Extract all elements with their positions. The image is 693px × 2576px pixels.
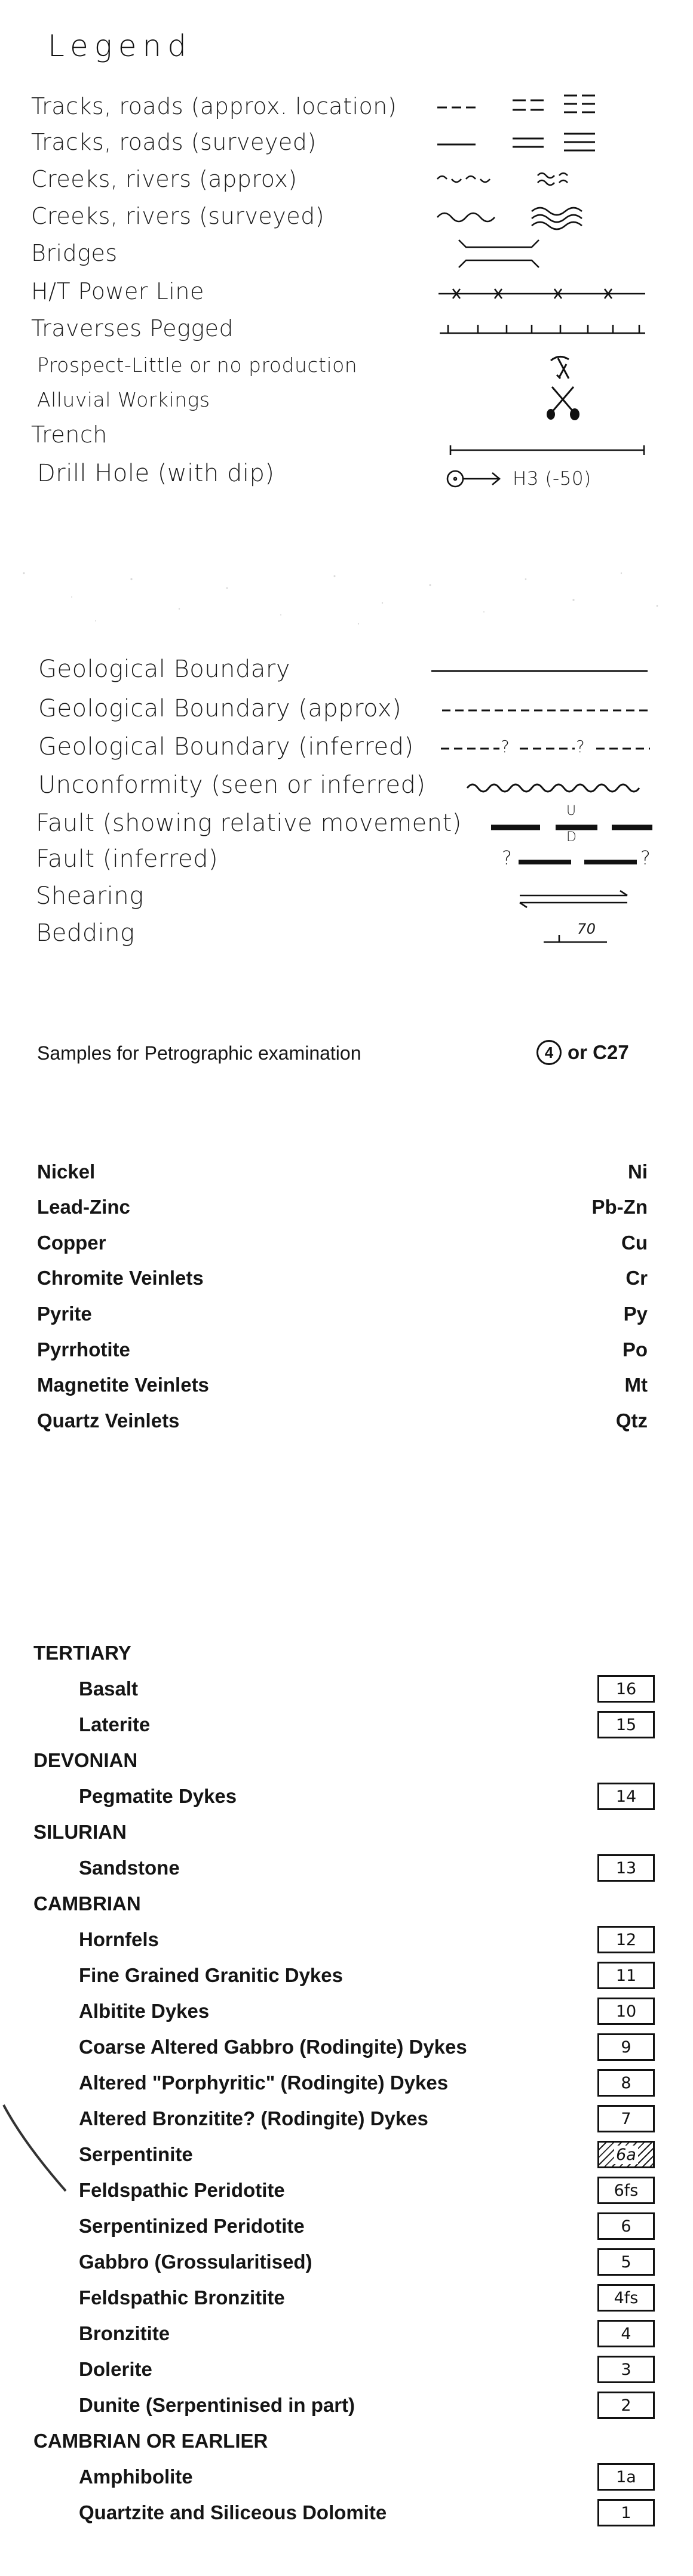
mineral-name: Quartz Veinlets xyxy=(37,1409,180,1432)
geo-label-bedding: Bedding xyxy=(36,919,135,947)
mineral-symbol: Cu xyxy=(621,1232,648,1254)
unit-label: Dolerite xyxy=(79,2358,152,2380)
unit-code: 12 xyxy=(615,1930,637,1949)
inferred-fault-icon xyxy=(514,852,645,870)
period-heading: SILURIAN xyxy=(33,1821,127,1843)
unit-code: 16 xyxy=(615,1679,637,1698)
inferred-boundary-question-2: ? xyxy=(576,737,585,756)
period-heading: CAMBRIAN xyxy=(33,1892,141,1915)
bridge-icon xyxy=(454,234,562,276)
fault-up-label: U xyxy=(566,804,577,818)
symbol-label-trench: Trench xyxy=(31,421,108,448)
unit-code-box xyxy=(597,2356,655,2383)
unit-label: Amphibolite xyxy=(79,2466,193,2488)
mineral-symbol: Qtz xyxy=(615,1409,648,1432)
unit-code-box xyxy=(597,2177,655,2204)
unit-label: Serpentinized Peridotite xyxy=(79,2215,305,2237)
wavy-creek-icon xyxy=(436,202,639,232)
unit-code-box xyxy=(597,2463,655,2491)
unit-code: 5 xyxy=(621,2252,631,2272)
symbol-label-alluvial: Alluvial Workings xyxy=(37,388,210,411)
unit-code: 1 xyxy=(621,2503,631,2522)
unit-code: 10 xyxy=(615,2002,637,2021)
inferred-fault-question-right: ? xyxy=(640,847,651,869)
drill-hole-icon xyxy=(444,467,504,491)
unconformity-icon xyxy=(466,778,657,796)
unit-code-box xyxy=(597,1783,655,1810)
geo-label-shearing: Shearing xyxy=(36,882,144,910)
unit-code-box xyxy=(597,1998,655,2025)
geo-label-unconformity: Unconformity (seen or inferred) xyxy=(38,771,426,799)
mineral-symbol: Mt xyxy=(624,1374,648,1396)
unit-code-box xyxy=(597,2320,655,2347)
period-heading: DEVONIAN xyxy=(33,1749,138,1771)
solid-boundary-icon xyxy=(430,665,651,677)
symbol-label-tracks-surveyed: Tracks, roads (surveyed) xyxy=(31,129,317,155)
geo-label-fault-inferred: Fault (inferred) xyxy=(36,845,219,873)
mineral-name: Pyrrhotite xyxy=(37,1338,130,1361)
unit-label: Hornfels xyxy=(79,1928,159,1950)
unit-code-box xyxy=(597,2499,655,2526)
mineral-name: Pyrite xyxy=(37,1303,92,1325)
bedding-dip-label: 70 xyxy=(577,921,596,937)
unit-code: 15 xyxy=(615,1715,637,1734)
mineral-symbol: Py xyxy=(623,1303,648,1325)
margin-pencil-stroke xyxy=(0,2101,90,2203)
inferred-boundary-question-1: ? xyxy=(501,737,510,756)
symbol-label-prospect: Prospect-Little or no production xyxy=(37,353,358,377)
unit-code-box xyxy=(597,2033,655,2061)
mineral-symbol: Ni xyxy=(628,1161,648,1183)
mineral-name: Copper xyxy=(37,1232,106,1254)
fault-down-label: D xyxy=(566,830,577,845)
unit-code-box xyxy=(597,1854,655,1882)
unit-code: 8 xyxy=(621,2073,631,2092)
traverse-icon xyxy=(436,316,651,340)
unit-label: Dunite (Serpentinised in part) xyxy=(79,2394,355,2416)
unit-code: 4fs xyxy=(614,2288,639,2307)
unit-label: Basalt xyxy=(79,1678,139,1700)
symbol-label-power-line: H/T Power Line xyxy=(31,278,204,304)
unit-label: Sandstone xyxy=(79,1857,180,1879)
inferred-boundary-icon xyxy=(440,743,655,755)
geo-label-boundary-approx: Geological Boundary (approx) xyxy=(38,695,402,722)
crossed-shovels-icon xyxy=(546,382,584,424)
geo-label-boundary: Geological Boundary xyxy=(38,655,290,683)
unit-code-box xyxy=(597,2105,655,2132)
drill-hole-annotation: H3 (-50) xyxy=(513,468,591,490)
unit-label: Feldspathic Bronzitite xyxy=(79,2286,285,2309)
unit-label: Bronzitite xyxy=(79,2322,170,2344)
dashed-road-icon xyxy=(436,90,639,119)
unit-code: 7 xyxy=(621,2109,631,2128)
symbol-label-tracks-approx: Tracks, roads (approx. location) xyxy=(31,93,397,119)
unit-code: 14 xyxy=(615,1787,637,1806)
power-line-icon xyxy=(436,281,651,304)
unit-label: Serpentinite xyxy=(79,2143,193,2165)
unit-code: 11 xyxy=(615,1966,637,1985)
mineral-symbol: Po xyxy=(622,1338,648,1361)
unit-code: 1a xyxy=(616,2467,636,2486)
unit-label: Altered Bronzitite? (Rodingite) Dykes xyxy=(79,2107,428,2129)
period-heading: TERTIARY xyxy=(33,1642,131,1664)
unit-code-box xyxy=(597,1962,655,1989)
mineral-name: Lead-Zinc xyxy=(37,1196,130,1218)
unit-label: Coarse Altered Gabbro (Rodingite) Dykes xyxy=(79,2036,467,2058)
inferred-fault-question-left: ? xyxy=(502,847,513,869)
symbol-label-traverses: Traverses Pegged xyxy=(31,315,234,341)
scan-noise-band xyxy=(0,555,693,633)
dashed-boundary-icon xyxy=(441,704,656,716)
unit-code-box xyxy=(597,1926,655,1953)
solid-road-icon xyxy=(436,127,639,156)
circled-sample-number: 4 xyxy=(536,1040,562,1065)
unit-code: 2 xyxy=(621,2396,631,2415)
legend-title: Legend xyxy=(48,29,192,63)
samples-value-suffix: or C27 xyxy=(568,1041,629,1063)
period-heading: CAMBRIAN OR EARLIER xyxy=(33,2430,268,2452)
symbol-label-drill-hole: Drill Hole (with dip) xyxy=(37,460,275,487)
dashed-wavy-creek-icon xyxy=(436,165,639,195)
unit-code-box xyxy=(597,2212,655,2240)
unit-code: 4 xyxy=(621,2324,631,2343)
mineral-name: Chromite Veinlets xyxy=(37,1267,204,1289)
geo-label-boundary-inferred: Geological Boundary (inferred) xyxy=(38,733,414,761)
unit-code-box-hatched xyxy=(597,2141,655,2168)
pick-hammer-icon xyxy=(544,351,579,387)
unit-code: 6fs xyxy=(614,2181,639,2200)
unit-code: 9 xyxy=(621,2038,631,2057)
unit-code-box xyxy=(597,2248,655,2276)
unit-code: 3 xyxy=(621,2360,631,2379)
symbol-label-creeks-surveyed: Creeks, rivers (surveyed) xyxy=(31,203,325,229)
mineral-symbol: Cr xyxy=(625,1267,648,1289)
unit-label: Altered "Porphyritic" (Rodingite) Dykes xyxy=(79,2072,449,2094)
unit-label: Albitite Dykes xyxy=(79,2000,210,2022)
trench-icon xyxy=(447,442,650,460)
unit-label: Laterite xyxy=(79,1713,151,1735)
mineral-name: Magnetite Veinlets xyxy=(37,1374,209,1396)
unit-code: 6 xyxy=(621,2217,631,2236)
unit-code: 6a xyxy=(614,2146,638,2164)
symbol-label-creeks-approx: Creeks, rivers (approx) xyxy=(31,166,298,192)
unit-label: Quartzite and Siliceous Dolomite xyxy=(79,2501,387,2523)
unit-label: Fine Grained Granitic Dykes xyxy=(79,1964,343,1986)
unit-code-box xyxy=(597,2069,655,2097)
unit-code-box xyxy=(597,2392,655,2419)
unit-code-box xyxy=(597,1675,655,1703)
unit-code-box xyxy=(597,1711,655,1738)
unit-label: Feldspathic Peridotite xyxy=(79,2179,285,2201)
unit-code-box xyxy=(597,2284,655,2312)
samples-label: Samples for Petrographic examination xyxy=(37,1042,361,1064)
unit-label: Pegmatite Dykes xyxy=(79,1785,237,1807)
unit-code: 13 xyxy=(615,1858,637,1878)
unit-label: Gabbro (Grossularitised) xyxy=(79,2251,312,2273)
symbol-label-bridges: Bridges xyxy=(31,240,118,266)
shearing-arrows-icon xyxy=(514,887,633,911)
mineral-symbol: Pb-Zn xyxy=(591,1196,648,1218)
mineral-name: Nickel xyxy=(37,1161,96,1183)
geo-label-fault: Fault (showing relative movement) xyxy=(36,810,462,837)
